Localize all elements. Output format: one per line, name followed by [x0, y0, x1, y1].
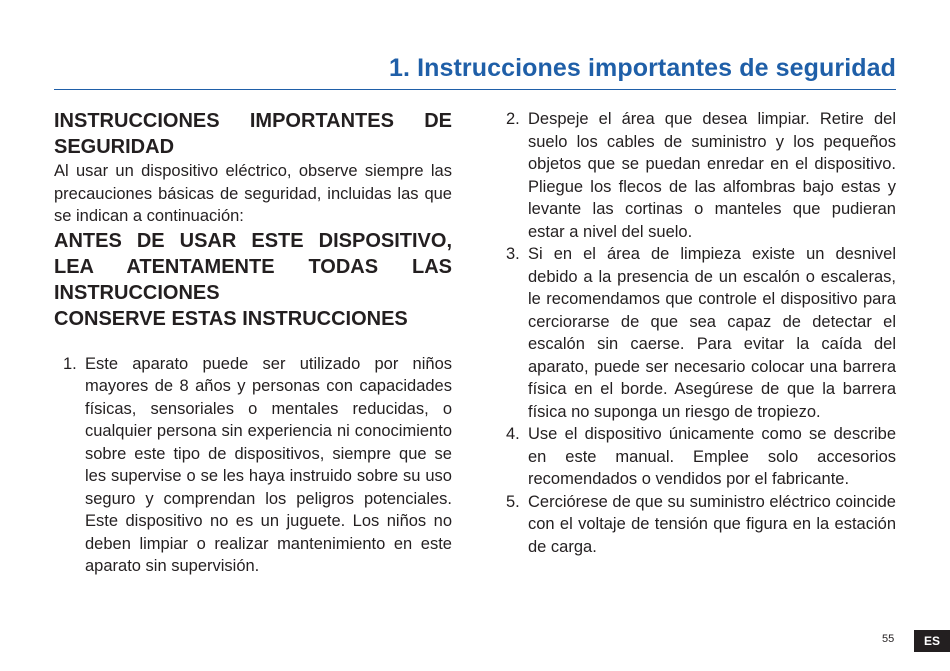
warning-line-2: LEA ATENTAMENTE TODAS LAS — [54, 255, 452, 278]
page-title: 1. Instrucciones importantes de seguridad — [388, 54, 896, 82]
list-item — [506, 108, 896, 243]
right-instruction-list — [506, 108, 896, 558]
item-text: Use el dispositivo únicamente como se describe en este manual. Emplee solo accesorios recomendados o vendidos por el fabricante. — [528, 425, 896, 488]
list-item — [506, 423, 896, 491]
warning-line-1: ANTES DE USAR ESTE DISPOSITIVO, — [54, 229, 452, 252]
item-number: 5. — [506, 492, 520, 511]
warning-line-3: INSTRUCCIONES — [54, 281, 220, 304]
item-number: 2. — [506, 110, 520, 128]
intro-paragraph: Al usar un dispositivo eléctrico, observe siempre las precauciones básicas de seguridad, incluidas las que se indican a continuación: — [54, 162, 452, 225]
page-number: 55 — [882, 633, 895, 645]
item-text: Cerciórese de que su suministro eléctrico coincide con el voltaje de tensión que figura en la estación de carga. — [528, 492, 896, 556]
item-text: Despeje el área que desea limpiar. Retire del suelo los cables de suministro y los pequeños objetos que se puedan enredar en el dispositivo. Pliegue los flecos de las alfombras bajo estas y levante las cortinas o manteles que pudieran estar a nivel del suelo. — [528, 110, 896, 241]
item-text: Si en el área de limpieza existe un desnivel debido a la presencia de un escalón o escaleras, le recomendamos que controle el dispositivo para cerciorarse de que sea capaz de detectar el escalón sin caerse. Para evitar la caída del aparato, puede ser necesario colocar una barrera física en el borde. Asegúrese de que la barrera física no suponga un riesgo de tropiezo. — [528, 245, 896, 421]
right-column — [506, 108, 896, 558]
item-number: 4. — [506, 425, 520, 443]
section-heading: INSTRUCCIONES IMPORTANTES DE SEGURIDAD — [54, 110, 452, 158]
list-item — [63, 353, 452, 578]
list-item — [506, 243, 896, 423]
title-divider — [54, 89, 896, 90]
left-instruction-list — [54, 353, 452, 578]
item-text: Este aparato puede ser utilizado por niños mayores de 8 años y personas con capacidades físicas, sensoriales o mentales reducidas, o cualquier persona sin experiencia ni conocimiento sobre este tipo de dispositivos, siempre que se les supervise o se les haya instruido sobre su uso seguro y comprendan los peligros potenciales. Este dispositivo no es un juguete. Los niños no deben limpiar o realizar mantenimiento en este aparato sin supervisión. — [85, 354, 452, 575]
item-number: 1. — [63, 354, 77, 373]
conserve-heading: CONSERVE ESTAS INSTRUCCIONES — [54, 307, 408, 330]
language-tab: ES — [914, 630, 950, 652]
left-column — [54, 108, 452, 578]
item-number: 3. — [506, 245, 520, 263]
list-item — [506, 491, 896, 559]
